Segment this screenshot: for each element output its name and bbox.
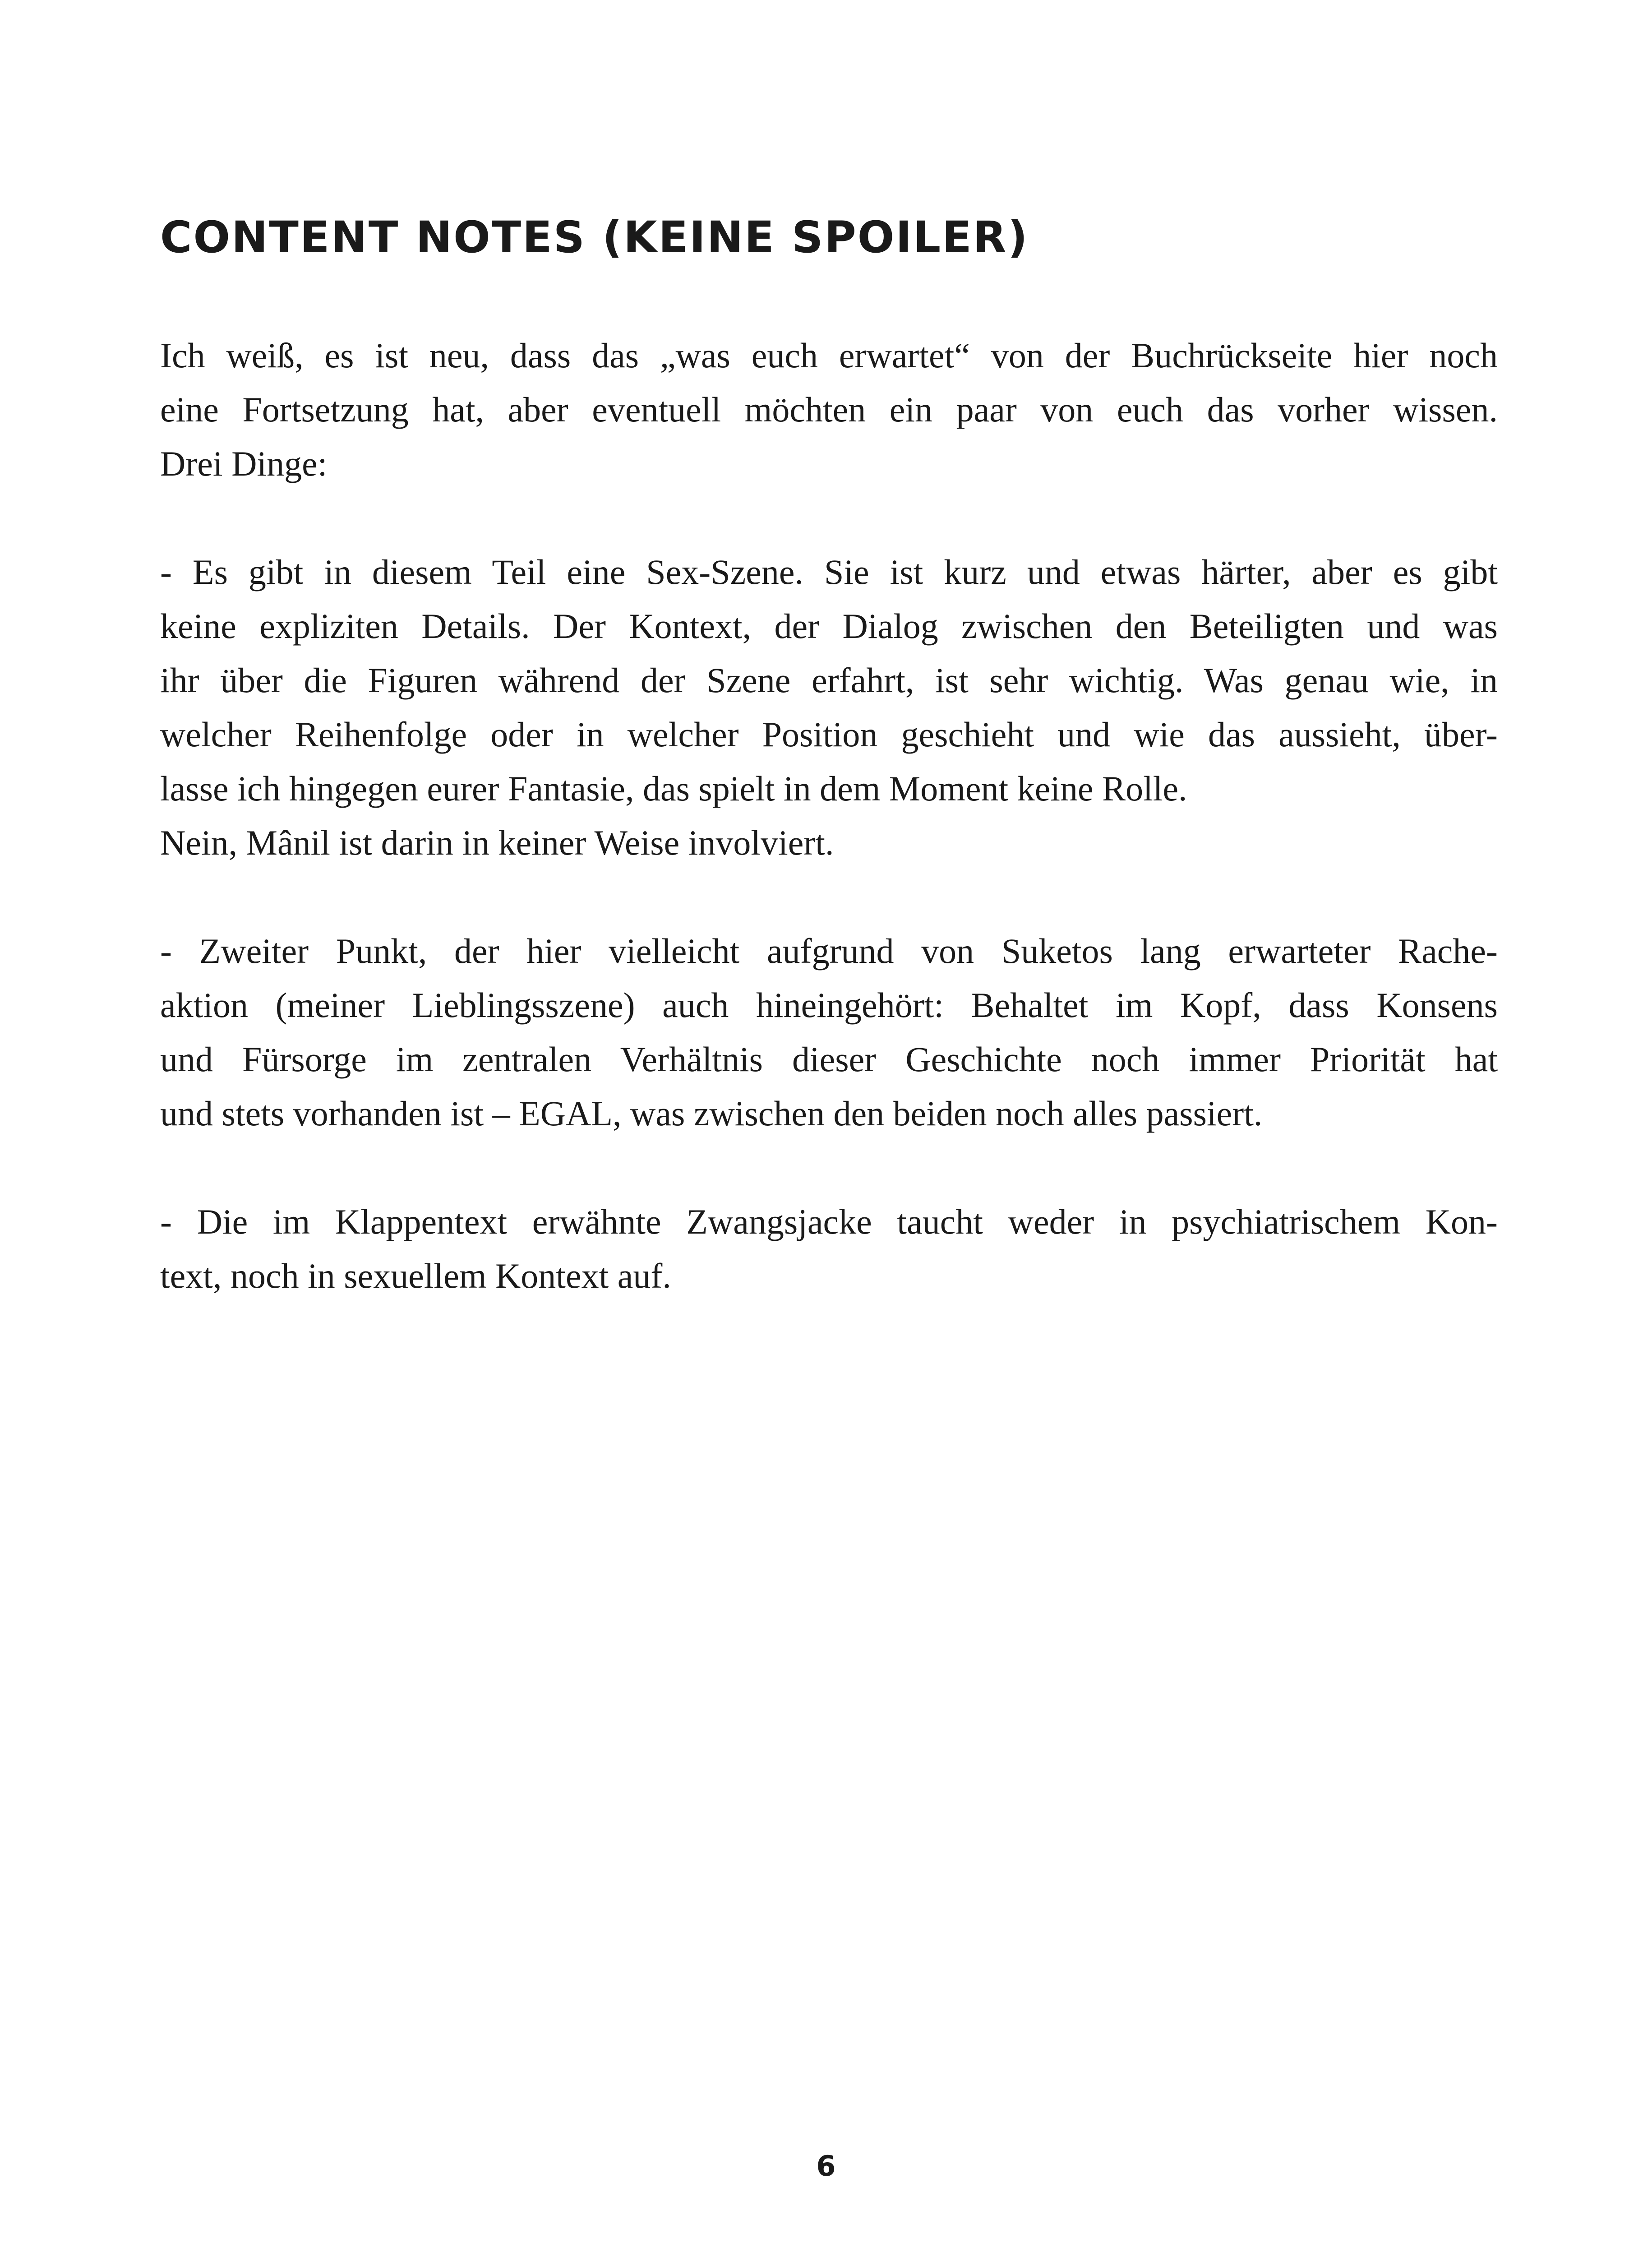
page-number: 6 [816,2150,836,2182]
text-line: eine Fortsetzung hat, aber eventuell möchten ein paar von euch das vorher wissen. [160,390,1498,429]
paragraph-point-two [160,924,1498,1141]
paragraph-point-one [160,545,1498,870]
text-line: - Es gibt in diesem Teil eine Sex-Szene. Sie ist kurz und etwas härter, aber es gibt [160,552,1498,592]
text-line: - Die im Klappentext erwähnte Zwangsjacke taucht weder in psychiatrischem Kon- [160,1202,1498,1241]
text-line: lasse ich hingegen eurer Fantasie, das spielt in dem Moment keine Rolle. [160,769,1187,808]
body-text [160,328,1498,1357]
text-line: ihr über die Figuren während der Szene erfahrt, ist sehr wichtig. Was genau wie, in [160,661,1498,700]
text-line: keine expliziten Details. Der Kontext, der Dialog zwischen den Beteiligten und was [160,606,1498,646]
page-heading: CONTENT NOTES (KEINE SPOILER) [160,212,1029,263]
text-line: welcher Reihenfolge oder in welcher Position geschieht und wie das aussieht, über- [160,715,1498,754]
text-line: Nein, Mânil ist darin in keiner Weise involviert. [160,823,834,862]
text-line: text, noch in sexuellem Kontext auf. [160,1256,671,1295]
text-line: Ich weiß, es ist neu, dass das „was euch erwartet“ von der Buchrückseite hier noch [160,336,1498,375]
text-line: Drei Dinge: [160,444,328,483]
text-line: - Zweiter Punkt, der hier vielleicht aufgrund von Suketos lang erwarteter Rache- [160,931,1498,971]
paragraph-point-three [160,1195,1498,1303]
paragraph-intro [160,328,1498,491]
text-line: und stets vorhanden ist – EGAL, was zwischen den beiden noch alles passiert. [160,1094,1263,1133]
text-line: aktion (meiner Lieblingsszene) auch hineingehört: Behaltet im Kopf, dass Konsens [160,985,1498,1025]
text-line: und Fürsorge im zentralen Verhältnis dieser Geschichte noch immer Priorität hat [160,1040,1498,1079]
